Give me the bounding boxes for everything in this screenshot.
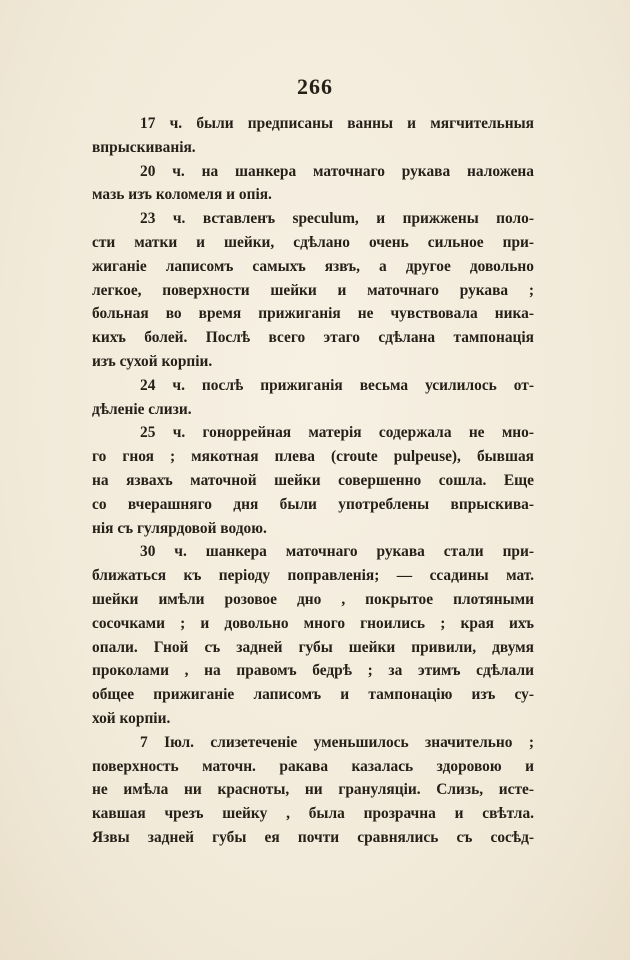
text-line: на язвахъ маточной шейки совершенно сошла. Еще [92,471,534,489]
text-line: 17 ч. были предписаны ванны и мягчительныя [140,115,534,132]
text-line: нія съ гулярдовой водою. [92,519,267,537]
text-line: Язвы задней губы ея почти сравнялись съ сосѣд- [92,828,534,846]
text-line: 25 ч. гоноррейная матерія содержала не мно- [140,424,534,442]
text-line: 24 ч. послѣ прижиганія весьма усилилось от- [140,376,534,394]
text-line: хой корпіи. [92,709,171,727]
text-line: не имѣла ни красноты, ни грануляціи. Слизь, исте- [92,781,534,799]
text-line: кавшая чрезъ шейку , была прозрачна и свѣтла. [92,805,534,823]
text-line: со вчерашняго дня были употреблены впрыскива- [92,495,534,513]
text-line: общее прижиганіе лаписомъ и тампонацію изъ су- [92,686,534,704]
text-line: проколами , на правомъ бедрѣ ; за этимъ сдѣлали [92,662,534,680]
text-line: 23 ч. вставленъ speculum, и прижжены поло- [140,210,534,228]
text-line: жиганіе лаписомъ самыхъ язвъ, а другое довольно [92,257,534,275]
text-line: дѣленіе слизи. [92,400,192,418]
text-line: изъ сухой корпіи. [92,352,213,370]
text-line: мазь изъ коломеля и опія. [92,186,272,204]
text-line: больная во время прижиганія не чувствовала ника- [92,305,534,323]
text-line: шейки имѣли розовое дно , покрытое плотяными [92,590,534,608]
text-line: ближаться къ періоду поправленія; — ссадины мат. [92,567,534,585]
text-line: легкое, поверхности шейки и маточнаго рукава ; [92,281,534,299]
text-line: 20 ч. на шанкера маточнаго рукава наложена [140,162,534,180]
text-line: кихъ болей. Послѣ всего этаго сдѣлана тампонація [92,329,534,347]
text-line: опали. Гной съ задней губы шейки привили, двумя [92,638,534,656]
text-line: поверхность маточн. ракава казалась здоровою и [92,757,534,775]
text-line: впрыскиванія. [92,138,196,156]
text-line: 30 ч. шанкера маточнаго рукава стали при- [140,543,534,561]
body-text [92,112,534,850]
text-line: сти матки и шейки, сдѣлано очень сильное при- [92,233,534,251]
text-line: сосочками ; и довольно много гноились ; края ихъ [92,614,534,632]
text-line: го гноя ; мякотная плева (croute pulpeuse), бывшая [92,448,534,466]
page-number: 266 [297,74,333,99]
text-line: 7 Іюл. слизетеченіе уменьшилось значительно ; [140,733,534,751]
